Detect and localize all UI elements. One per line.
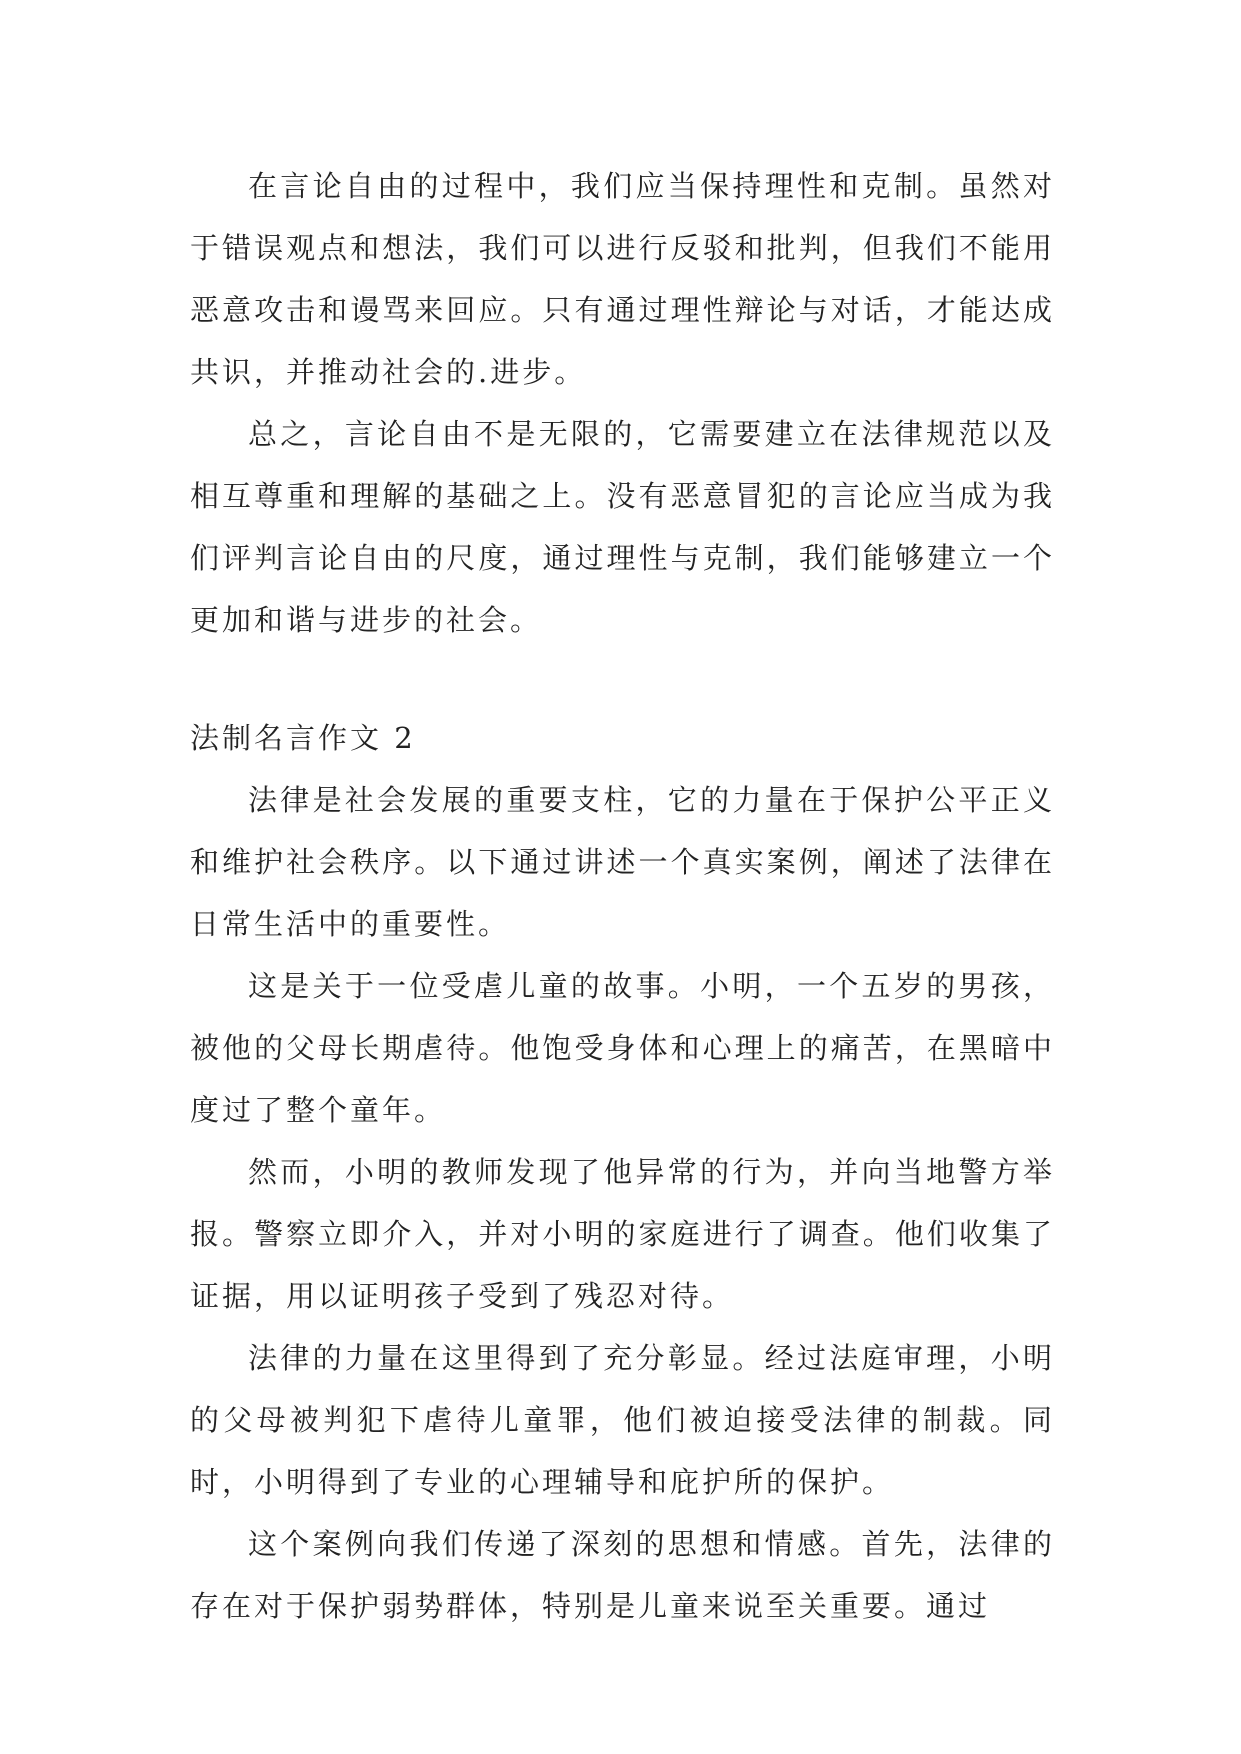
paragraph-case-lesson: 这个案例向我们传递了深刻的思想和情感。首先，法律的存在对于保护弱势群体，特别是儿童来说至关重要。通过 (190, 1527, 1055, 1623)
paragraph-teacher-report: 然而，小明的教师发现了他异常的行为，并向当地警方举报。警察立即介入，并对小明的家庭进行了调查。他们收集了证据，用以证明孩子受到了残忍对待。 (190, 1155, 1055, 1313)
section-heading: 法制名言作文 2 (190, 721, 416, 755)
paragraph-rational-speech: 在言论自由的过程中，我们应当保持理性和克制。虽然对于错误观点和想法，我们可以进行反驳和批判，但我们不能用恶意攻击和谩骂来回应。只有通过理性辩论与对话，才能达成共识，并推动社会的.进步。 (190, 169, 1055, 389)
paragraph-conclusion: 总之，言论自由不是无限的，它需要建立在法律规范以及相互尊重和理解的基础之上。没有恶意冒犯的言论应当成为我们评判言论自由的尺度，通过理性与克制，我们能够建立一个更加和谐与进步的社会。 (190, 417, 1055, 637)
paragraph-law-pillar: 法律是社会发展的重要支柱，它的力量在于保护公平正义和维护社会秩序。以下通过讲述一个真实案例，阐述了法律在日常生活中的重要性。 (190, 783, 1055, 941)
paragraph-court-ruling: 法律的力量在这里得到了充分彰显。经过法庭审理，小明的父母被判犯下虐待儿童罪，他们被迫接受法律的制裁。同时，小明得到了专业的心理辅导和庇护所的保护。 (190, 1341, 1055, 1499)
paragraph-child-story: 这是关于一位受虐儿童的故事。小明，一个五岁的男孩，被他的父母长期虐待。他饱受身体和心理上的痛苦，在黑暗中度过了整个童年。 (190, 969, 1055, 1127)
document-body (190, 155, 1055, 1637)
